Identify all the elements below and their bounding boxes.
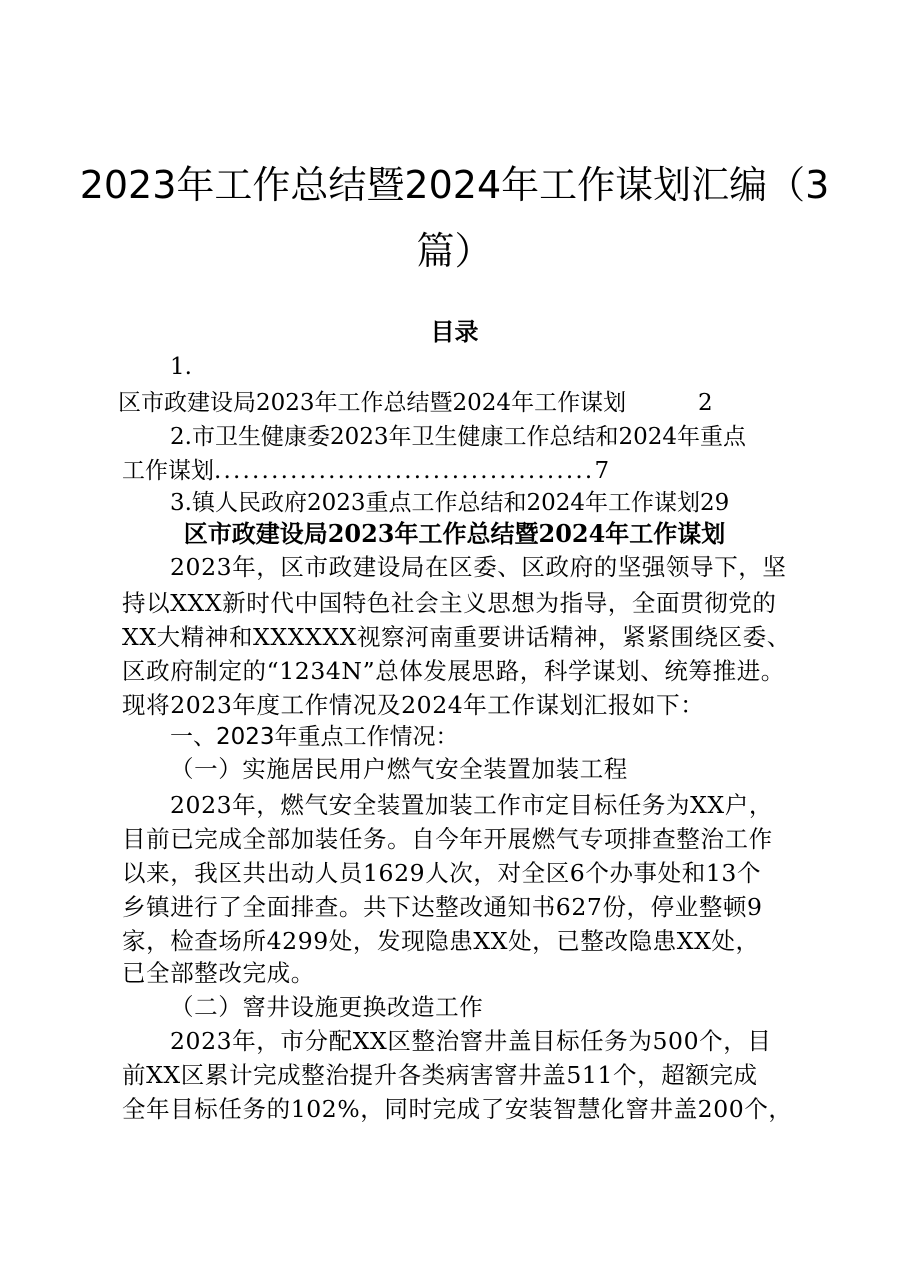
toc-leader-dots: ........................................ bbox=[214, 458, 595, 484]
toc-item-2-line-1: 2.市卫生健康委2023年卫生健康工作总结和2024年重点 bbox=[170, 424, 747, 450]
document-title-line-1: 2023年工作总结暨2024年工作谋划汇编（3 bbox=[79, 163, 830, 207]
document-title-line-2: 篇） bbox=[416, 229, 493, 273]
paragraph-line: 已全部整改完成。 bbox=[122, 959, 315, 987]
heading-1: 一、2023年重点工作情况： bbox=[170, 724, 459, 750]
toc-item-3-page: 29 bbox=[700, 490, 730, 516]
paragraph-line: 2023年，市分配XX区整治窨井盖目标任务为500个，目 bbox=[170, 1027, 772, 1055]
paragraph-line: 2023年，区市政建设局在区委、区政府的坚强领导下，坚 bbox=[170, 553, 787, 581]
paragraph-line: 目前已完成全部加装任务。自今年开展燃气专项排查整治工作 bbox=[122, 825, 773, 853]
paragraph-line: 前XX区累计完成整治提升各类病害窨井盖511个，超额完成 bbox=[122, 1061, 758, 1089]
toc-title: 目录 bbox=[430, 318, 479, 346]
toc-item-2-line-2 bbox=[122, 460, 609, 483]
toc-item-2-text: 工作谋划 bbox=[122, 458, 214, 484]
paragraph-line: 全年目标任务的102%，同时完成了安装智慧化窨井盖200个， bbox=[122, 1095, 793, 1123]
toc-item-1-page: 2 bbox=[698, 390, 713, 416]
toc-item-1-text: 区市政建设局2023年工作总结暨2024年工作谋划 bbox=[118, 390, 627, 416]
paragraph-line: 区政府制定的“1234N”总体发展思路，科学谋划、统筹推进。 bbox=[122, 657, 785, 685]
paragraph-line: 2023年，燃气安全装置加装工作市定目标任务为XX户， bbox=[170, 791, 773, 819]
paragraph-line: 以来，我区共出动人员1629人次，对全区6个办事处和13个 bbox=[122, 859, 762, 887]
toc-item-3 bbox=[170, 492, 729, 515]
subheading-2: （二）窨井设施更换改造工作 bbox=[170, 993, 484, 1021]
toc-item-1-number: 1. bbox=[170, 354, 192, 380]
paragraph-line: 乡镇进行了全面排查。共下达整改通知书627份，停业整顿9 bbox=[122, 893, 763, 921]
paragraph-line: 持以XXX新时代中国特色社会主义思想为指导，全面贯彻党的 bbox=[122, 589, 777, 617]
toc-item-2-page: 7 bbox=[594, 458, 610, 484]
section-title: 区市政建设局2023年工作总结暨2024年工作谋划 bbox=[183, 519, 726, 548]
toc-item-3-text: 3.镇人民政府2023重点工作总结和2024年工作谋划 bbox=[170, 490, 701, 516]
paragraph-line: 家，检查场所4299处，发现隐患XX处，已整改隐患XX处， bbox=[122, 927, 760, 955]
paragraph-line: XX大精神和XXXXXX视察河南重要讲话精神，紧紧围绕区委、 bbox=[122, 623, 791, 651]
subheading-1: （一）实施居民用户燃气安全装置加装工程 bbox=[170, 755, 628, 783]
paragraph-line: 现将2023年度工作情况及2024年工作谋划汇报如下： bbox=[122, 691, 705, 719]
